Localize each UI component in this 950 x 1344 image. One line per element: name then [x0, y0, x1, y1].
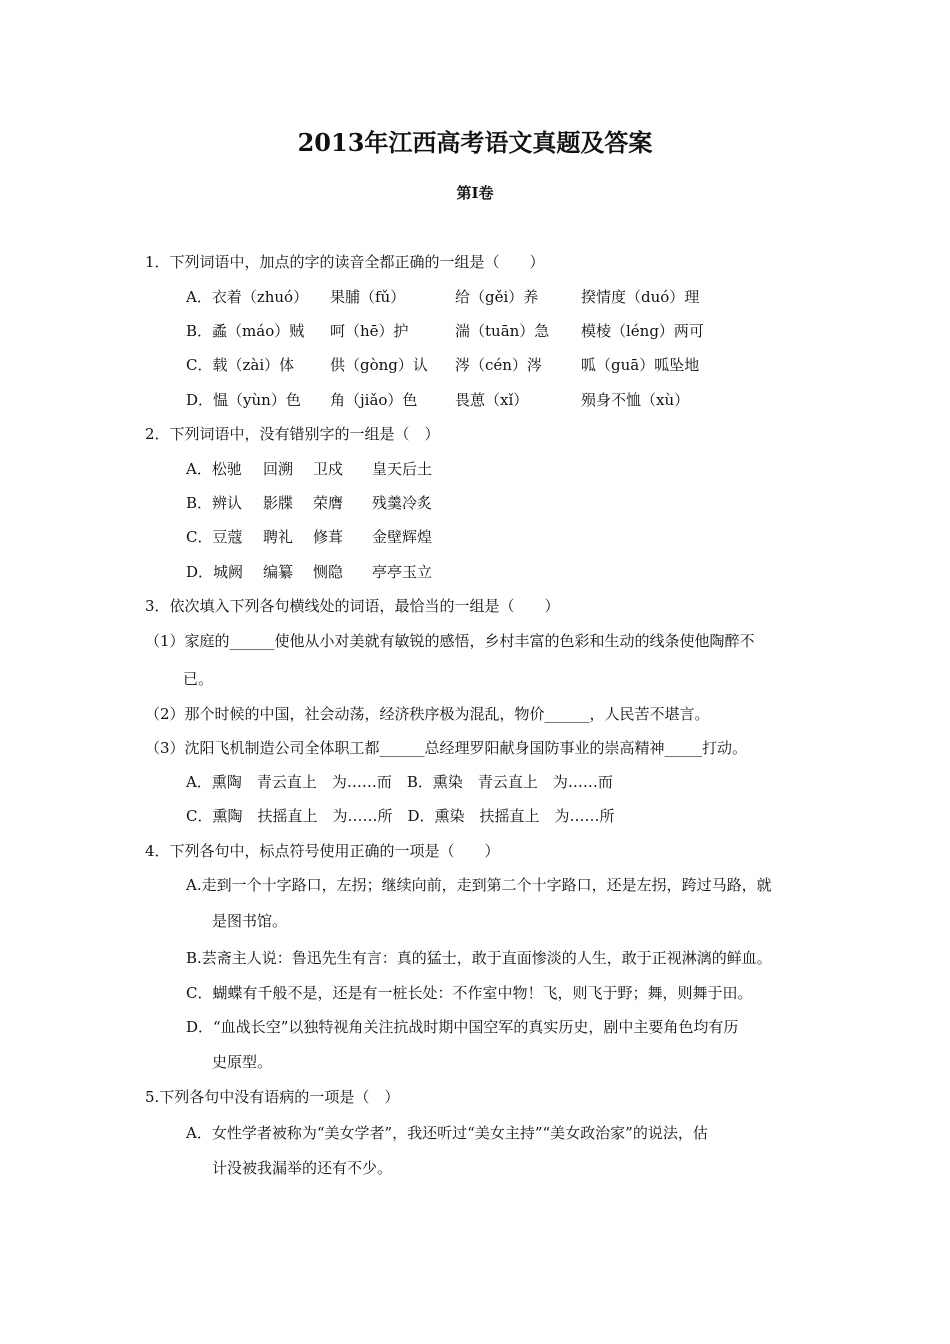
option-text: D．城阙 — [186, 563, 244, 581]
option-text: 荣膺 — [313, 494, 344, 512]
question-5-stem: 5.下列各句中没有语病的一项是（ ） — [145, 1088, 400, 1106]
question-1-stem: 1．下列词语中，加点的字的读音全都正确的一组是（ ） — [145, 253, 545, 271]
option-text: 模棱（léng）两可 — [581, 322, 704, 340]
question-2-stem: 2．下列词语中，没有错别字的一组是（ ） — [145, 425, 440, 443]
option-text: 恻隐 — [313, 563, 344, 581]
question-3-options-row: A．熏陶 青云直上 为……而 B．熏染 青云直上 为……而 — [186, 773, 613, 791]
option-text: C．豆蔻 — [186, 528, 243, 546]
option-text: 殒身不恤（xù） — [581, 391, 690, 409]
sentence-3: （3）沈阳飞机制造公司全体职工都______总经理罗阳献身国防事业的崇高精神_____打动。 — [145, 739, 748, 757]
question-4-stem: 4．下列各句中，标点符号使用正确的一项是（ ） — [145, 842, 500, 860]
option-text: 编纂 — [263, 563, 294, 581]
option-text: 畏葸（xǐ） — [455, 391, 529, 409]
option-d-continued: 史原型。 — [212, 1053, 273, 1071]
option-text: 呵（hē）护 — [330, 322, 409, 340]
option-text: B．蟊（máo）贼 — [186, 322, 305, 340]
sentence-1-continued: 已。 — [183, 670, 214, 688]
option-c: C．蝴蝶有千般不是，还是有一桩长处：不作室中物！飞，则飞于野；舞，则舞于田。 — [186, 984, 753, 1002]
option-text: 揆情度（duó）理 — [581, 288, 700, 306]
option-d: D．“血战长空”以独特视角关注抗战时期中国空军的真实历史，剧中主要角色均有历 — [186, 1018, 739, 1036]
sentence-2: （2）那个时候的中国，社会动荡，经济秩序极为混乱，物价______，人民苦不堪言。 — [145, 705, 710, 723]
sentence-1: （1）家庭的______使他从小对美就有敏锐的感悟，乡村丰富的色彩和生动的线条使他陶醉不 — [145, 632, 755, 650]
option-b: B.芸斋主人说：鲁迅先生有言：真的猛士，敢于直面惨淡的人生，敢于正视淋漓的鲜血。 — [186, 949, 772, 967]
option-text: A．衣着（zhuó） — [186, 288, 309, 306]
option-text: 果脯（fǔ） — [330, 288, 406, 306]
option-text: 涔（cén）涔 — [455, 356, 542, 374]
option-text: 呱（guā）呱坠地 — [581, 356, 700, 374]
option-text: 卫戍 — [313, 460, 344, 478]
question-3-stem: 3．依次填入下列各句横线处的词语，最恰当的一组是（ ） — [145, 597, 560, 615]
option-text: B．辨认 — [186, 494, 243, 512]
option-text: 回溯 — [263, 460, 294, 478]
page-title: 2013年江西高考语文真题及答案 — [297, 128, 653, 157]
option-a: A．女性学者被称为“美女学者”，我还听过“美女主持”“美女政治家”的说法，估 — [186, 1124, 708, 1142]
option-text: 金壁辉煌 — [372, 528, 433, 546]
option-text: 湍（tuān）急 — [455, 322, 550, 340]
option-a-continued: 是图书馆。 — [212, 912, 288, 930]
option-text: 聘礼 — [263, 528, 294, 546]
option-text: 给（gěi）养 — [455, 288, 539, 306]
option-text: C．载（zài）体 — [186, 356, 295, 374]
option-text: 供（gòng）认 — [330, 356, 428, 374]
option-text: 残羹冷炙 — [372, 494, 433, 512]
option-text: 亭亭玉立 — [372, 563, 433, 581]
option-text: 修葺 — [313, 528, 344, 546]
option-text: 皇天后土 — [372, 460, 433, 478]
option-a-continued: 计没被我漏举的还有不少。 — [212, 1159, 393, 1177]
option-text: A．松驰 — [186, 460, 242, 478]
option-text: 影牒 — [263, 494, 294, 512]
section-heading: 第Ⅰ卷 — [456, 184, 494, 202]
option-a: A.走到一个十字路口，左拐；继续向前，走到第二个十字路口，还是左拐，跨过马路，就 — [186, 876, 772, 894]
option-text: D．愠（yùn）色 — [186, 391, 301, 409]
question-3-options-row: C．熏陶 扶摇直上 为……所 D．熏染 扶摇直上 为……所 — [186, 807, 615, 825]
option-text: 角（jiǎo）色 — [330, 391, 418, 409]
